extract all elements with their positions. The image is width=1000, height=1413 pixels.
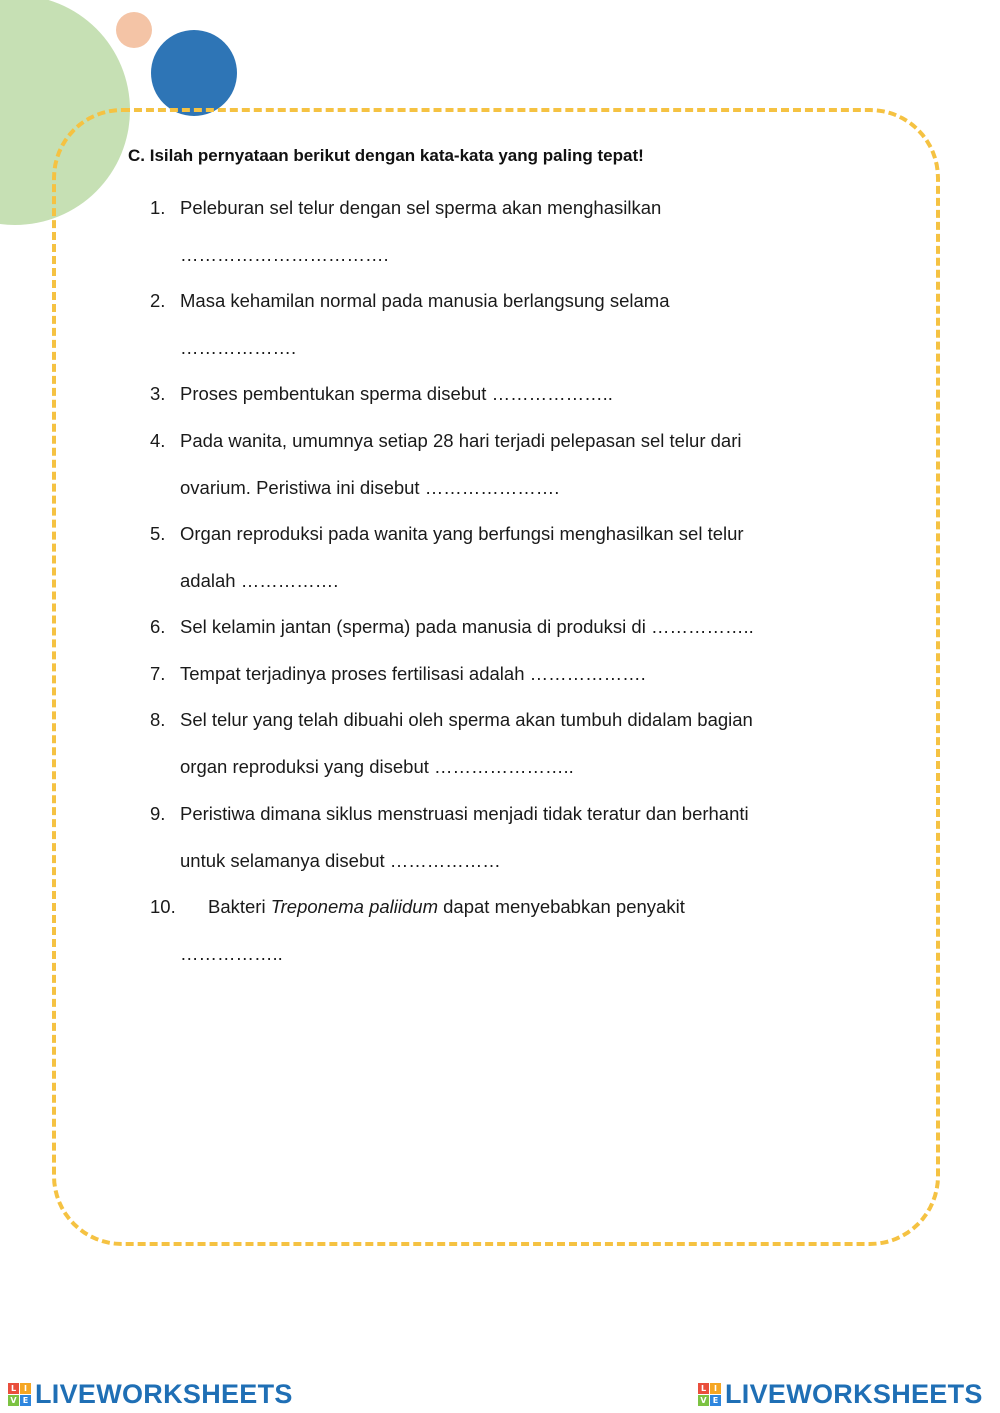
decor-circle-peach (116, 12, 152, 48)
question-text: Sel telur yang telah dibuahi oleh sperma akan tumbuh didalam bagian (180, 709, 753, 730)
question-number: 1. (150, 197, 166, 218)
decor-circle-blue (151, 30, 237, 116)
question-number: 7. (150, 663, 166, 684)
question-number: 4. (150, 430, 166, 451)
logo-mark-letter: I (710, 1383, 721, 1394)
question-text-continued[interactable]: ovarium. Peristiwa ini disebut …………………. (180, 477, 560, 498)
answer-blank[interactable]: …………….. (180, 943, 283, 964)
logo-text: LIVEWORKSHEETS (725, 1378, 983, 1409)
question-text: Pada wanita, umumnya setiap 28 hari terjadi pelepasan sel telur dari (180, 430, 742, 451)
question-text: Proses pembentukan sperma disebut ……………….. (180, 383, 613, 404)
species-name: Treponema paliidum (270, 896, 438, 917)
question-text: Peleburan sel telur dengan sel sperma akan menghasilkan (180, 197, 662, 218)
question-text: Masa kehamilan normal pada manusia berlangsung selama (180, 290, 670, 311)
question-text: Peristiwa dimana siklus menstruasi menjadi tidak teratur dan berhanti (180, 803, 749, 824)
question-text: Tempat terjadinya proses fertilisasi adalah ………………. (180, 663, 646, 684)
question-number: 5. (150, 523, 166, 544)
logo-mark-letter: I (20, 1383, 31, 1394)
question-number: 2. (150, 290, 166, 311)
section-heading: C. Isilah pernyataan berikut dengan kata-kata yang paling tepat! (128, 146, 644, 165)
logo-mark-letter: L (8, 1383, 19, 1394)
question-text (208, 883, 685, 930)
question-number: 6. (150, 616, 166, 637)
answer-blank[interactable]: ………………. (180, 337, 297, 358)
logo-mark-letter: E (20, 1395, 31, 1406)
liveworksheets-logo[interactable] (698, 1378, 983, 1410)
question-text-prefix: Bakteri (208, 896, 271, 917)
question-text: Sel kelamin jantan (sperma) pada manusia di produksi di …………….. (180, 616, 754, 637)
logo-mark-icon (698, 1383, 721, 1406)
question-text-suffix: dapat menyebabkan penyakit (438, 896, 685, 917)
question-text-continued[interactable]: adalah ……………. (180, 570, 339, 591)
logo-mark-letter: V (8, 1395, 19, 1406)
question-number: 9. (150, 803, 166, 824)
answer-blank[interactable]: ……………………………. (180, 244, 389, 265)
logo-mark-letter: L (698, 1383, 709, 1394)
question-number: 8. (150, 709, 166, 730)
logo-mark-letter: E (710, 1395, 721, 1406)
logo-mark-icon (8, 1383, 31, 1406)
question-text-continued[interactable]: organ reproduksi yang disebut ………………….. (180, 756, 574, 777)
liveworksheets-logo[interactable] (8, 1378, 293, 1410)
logo-mark-letter: V (698, 1395, 709, 1406)
question-number: 3. (150, 383, 166, 404)
question-text-continued[interactable]: untuk selamanya disebut ……………… (180, 850, 501, 871)
question-text: Organ reproduksi pada wanita yang berfungsi menghasilkan sel telur (180, 523, 744, 544)
logo-text: LIVEWORKSHEETS (35, 1378, 293, 1409)
question-number: 10. (150, 896, 176, 917)
